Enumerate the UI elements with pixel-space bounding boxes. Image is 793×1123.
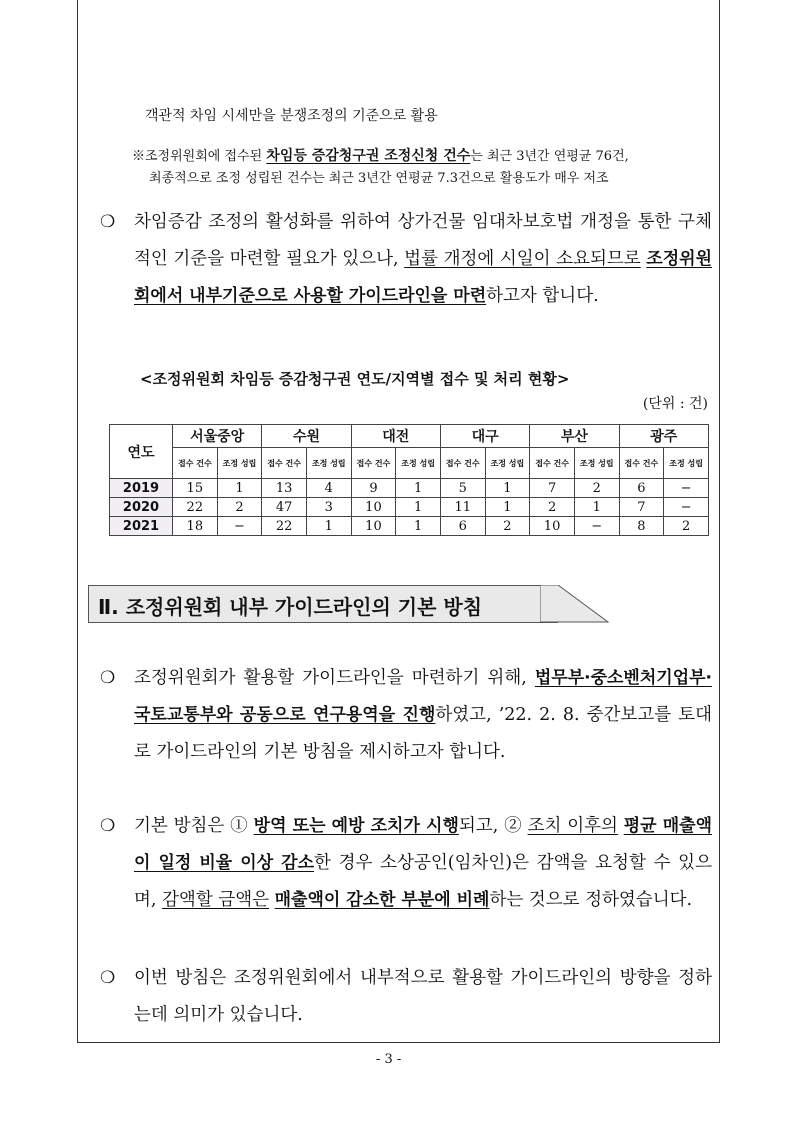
table-cell: 47 bbox=[262, 498, 307, 517]
para2-text-1: 조정위원회가 활용할 가이드라인을 마련하기 위해, bbox=[134, 668, 535, 688]
table-cell: 1 bbox=[396, 498, 441, 517]
bullet-icon: ❍ bbox=[100, 668, 116, 688]
table-cell: 1 bbox=[485, 479, 530, 498]
table-title: <조정위원회 차임등 증감청구권 연도/지역별 접수 및 처리 현황> bbox=[140, 370, 570, 388]
subheader-settled: 조정 성립 bbox=[396, 448, 441, 479]
table-cell: 2 bbox=[530, 498, 575, 517]
para3-text-6: 하는 것으로 정하였습니다. bbox=[489, 890, 693, 910]
subheader-settled: 조정 성립 bbox=[306, 448, 351, 479]
table-cell: − bbox=[664, 479, 709, 498]
subheader-received: 접수 건수 bbox=[530, 448, 575, 479]
table-cell: 1 bbox=[396, 517, 441, 536]
bullet-icon: ❍ bbox=[100, 968, 116, 988]
table-cell: − bbox=[574, 517, 619, 536]
table-cell: 1 bbox=[306, 517, 351, 536]
table-cell: 8 bbox=[619, 517, 664, 536]
table-cell: 18 bbox=[173, 517, 218, 536]
table-row bbox=[110, 498, 709, 517]
subheader-received: 접수 건수 bbox=[262, 448, 307, 479]
table-cell: 15 bbox=[173, 479, 218, 498]
subheader-received: 접수 건수 bbox=[173, 448, 218, 479]
row-year: 2020 bbox=[110, 498, 173, 517]
row-year: 2021 bbox=[110, 517, 173, 536]
row-year: 2019 bbox=[110, 479, 173, 498]
note-line-2: 최종적으로 조정 성립된 건수는 최근 3년간 연평균 7.3건으로 활용도가 매우 저조 bbox=[149, 171, 609, 186]
table-cell: 10 bbox=[530, 517, 575, 536]
page-number: - 3 - bbox=[376, 1052, 402, 1067]
subheader-settled: 조정 성립 bbox=[574, 448, 619, 479]
bullet-icon: ❍ bbox=[100, 212, 116, 232]
table-cell: 1 bbox=[574, 498, 619, 517]
para1-underline-1: 법률 개정에 시일이 소요되므로 bbox=[404, 249, 641, 269]
table-cell: 6 bbox=[440, 517, 485, 536]
para3-underline-2: 감액할 금액은 bbox=[162, 890, 270, 910]
note-bold: 차임등 증감청구권 조정신청 건수 bbox=[266, 148, 471, 164]
table-cell: − bbox=[217, 517, 262, 536]
table-cell: 1 bbox=[396, 479, 441, 498]
para3-text-4: 한 경우 소상공인(임차인)은 감액을 요청할 수 있으며, bbox=[134, 853, 712, 910]
table-cell: 2 bbox=[574, 479, 619, 498]
table-cell: 13 bbox=[262, 479, 307, 498]
table-cell: 2 bbox=[485, 517, 530, 536]
table-cell: 10 bbox=[351, 517, 396, 536]
region-header: 부산 bbox=[530, 425, 619, 448]
para2-bold-1: 법무부·중소벤처기업부·국토교통부와 공동으로 연구용역을 진행 bbox=[134, 668, 712, 725]
para3-text-2: 되고, ② bbox=[458, 816, 528, 836]
region-header: 대전 bbox=[351, 425, 440, 448]
bullet-icon: ❍ bbox=[100, 816, 116, 836]
para3-bold-3: 매출액이 감소한 부분에 비례 bbox=[274, 890, 490, 910]
region-header: 광주 bbox=[619, 425, 708, 448]
subheader-settled: 조정 성립 bbox=[664, 448, 709, 479]
subheader-settled: 조정 성립 bbox=[217, 448, 262, 479]
region-header: 수원 bbox=[262, 425, 351, 448]
para3-text-1: 기본 방침은 ① bbox=[134, 816, 254, 836]
table-cell: 11 bbox=[440, 498, 485, 517]
table-cell: 1 bbox=[217, 479, 262, 498]
subheader-settled: 조정 성립 bbox=[485, 448, 530, 479]
region-header: 대구 bbox=[440, 425, 529, 448]
table-cell: − bbox=[664, 498, 709, 517]
table-cell: 2 bbox=[664, 517, 709, 536]
table-cell: 7 bbox=[530, 479, 575, 498]
para1-text-3: 하고자 합니다. bbox=[486, 286, 599, 306]
paragraph-2 bbox=[100, 660, 712, 771]
table-unit: (단위 : 건) bbox=[642, 396, 708, 412]
note-prefix: ※조정위원회에 접수된 bbox=[132, 149, 267, 164]
para3-bold-1: 방역 또는 예방 조치가 시행 bbox=[253, 816, 459, 836]
table-cell: 6 bbox=[619, 479, 664, 498]
region-header: 서울중앙 bbox=[173, 425, 262, 448]
para1-bold-1: 조정위원회에서 내부기준으로 사용할 가이드라인을 마련 bbox=[134, 249, 712, 306]
table-cell: 1 bbox=[485, 498, 530, 517]
status-table bbox=[109, 424, 709, 536]
table-cell: 2 bbox=[217, 498, 262, 517]
paragraph-3 bbox=[100, 808, 712, 919]
subheader-received: 접수 건수 bbox=[351, 448, 396, 479]
table-row bbox=[110, 479, 709, 498]
subheader-received: 접수 건수 bbox=[619, 448, 664, 479]
para2-text-2: 하였고, ’22. 2. 8. 중간보고를 토대로 가이드라인의 기본 방침을 제시하고자 합니다. bbox=[134, 705, 712, 762]
table-cell: 3 bbox=[306, 498, 351, 517]
para4-text-1: 이번 방침은 조정위원회에서 내부적으로 활용할 가이드라인의 방향을 정하는데 의미가 있습니다. bbox=[134, 968, 712, 1025]
year-header: 연도 bbox=[110, 425, 173, 479]
section-title: Ⅱ. 조정위원회 내부 가이드라인의 기본 방침 bbox=[98, 595, 483, 619]
para3-bold-2: 평균 매출액이 일정 비율 이상 감소 bbox=[134, 816, 712, 873]
table-cell: 10 bbox=[351, 498, 396, 517]
intro-line: 객관적 차임 시세만을 분쟁조정의 기준으로 활용 bbox=[145, 108, 438, 124]
table-cell: 22 bbox=[262, 517, 307, 536]
note-line-1 bbox=[132, 145, 629, 165]
table-row bbox=[110, 517, 709, 536]
note-suffix: 는 최근 3년간 연평균 76건, bbox=[470, 149, 629, 164]
section-arrow-icon bbox=[540, 585, 610, 623]
table-cell: 7 bbox=[619, 498, 664, 517]
paragraph-4 bbox=[100, 960, 712, 1034]
table-cell: 9 bbox=[351, 479, 396, 498]
para3-underline-1: 조치 이후의 bbox=[527, 816, 618, 836]
table-cell: 4 bbox=[306, 479, 351, 498]
table-cell: 5 bbox=[440, 479, 485, 498]
para1-text-1: 차임증감 조정의 활성화를 위하여 상가건물 임대차보호법 개정을 통한 구체적인 기준을 마련할 필요가 있으나, bbox=[134, 212, 712, 269]
table-cell: 22 bbox=[173, 498, 218, 517]
paragraph-1 bbox=[100, 204, 712, 315]
subheader-received: 접수 건수 bbox=[440, 448, 485, 479]
